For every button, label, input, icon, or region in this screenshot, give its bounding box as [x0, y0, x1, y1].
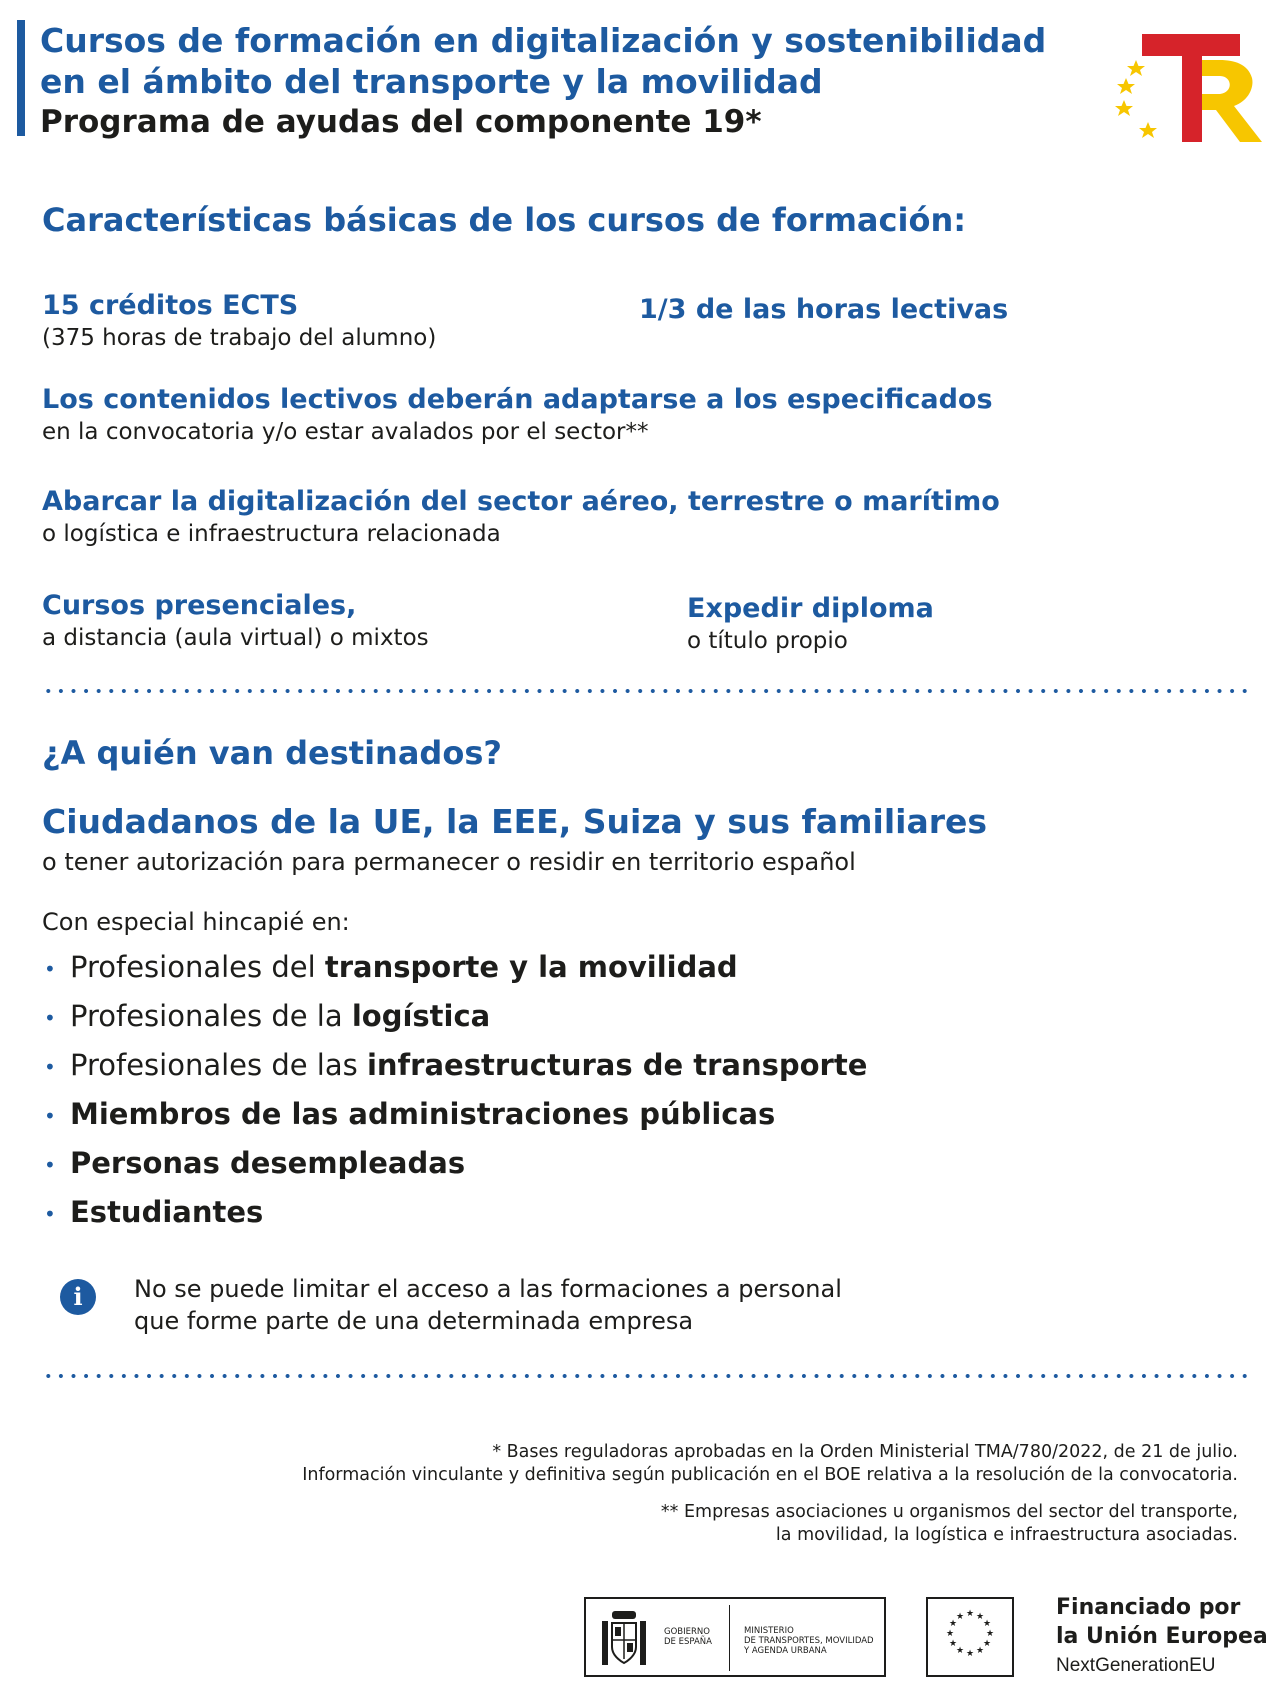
header-accent-bar — [17, 20, 25, 136]
svg-text:★: ★ — [985, 1629, 995, 1639]
hours-title: 1/3 de las horas lectivas — [639, 294, 1009, 325]
citizens-title: Ciudadanos de la UE, la EEE, Suiza y sus familiares — [42, 802, 988, 841]
item-bold-text: Miembros de las administraciones públicas — [70, 1097, 776, 1131]
bullet-icon: • — [44, 1054, 56, 1079]
svg-text:★: ★ — [948, 1639, 958, 1649]
page-subtitle: Programa de ayudas del componente 19* — [40, 104, 762, 140]
footnote-2-line-2: la movilidad, la logística e infraestructura asociadas. — [775, 1525, 1238, 1545]
eu-line-2: la Unión Europea — [1056, 1624, 1268, 1649]
svg-text:★: ★ — [975, 1646, 985, 1656]
gov-line-2: DE ESPAÑA — [664, 1637, 712, 1647]
ministry-line-2: DE TRANSPORTES, MOVILIDAD — [744, 1636, 874, 1646]
footnote-2 — [661, 1501, 1238, 1547]
info-note — [134, 1273, 842, 1337]
list-item — [44, 1188, 867, 1237]
svg-text:★: ★ — [965, 1609, 975, 1619]
contents-block — [42, 383, 993, 447]
info-note-line-2: que forme parte de una determinada empresa — [134, 1307, 694, 1335]
list-item — [44, 1041, 867, 1090]
eu-funding-label — [1056, 1593, 1268, 1651]
diploma-title: Expedir diploma — [687, 593, 934, 624]
bullet-icon: • — [44, 1201, 56, 1226]
ministry-line-3: Y AGENDA URBANA — [744, 1646, 827, 1656]
ministry-text — [744, 1626, 874, 1656]
svg-text:★: ★ — [982, 1639, 992, 1649]
dotted-divider-bottom — [42, 1374, 1248, 1378]
item-bold-text: transporte y la movilidad — [324, 950, 738, 984]
svg-text:★: ★ — [965, 1649, 975, 1659]
info-icon: i — [60, 1279, 96, 1315]
svg-text:★: ★ — [982, 1619, 992, 1629]
footnote-1-line-2: Información vinculante y definitiva según publicación en el BOE relativa a la resolución de la convocatoria. — [302, 1465, 1238, 1485]
audience-heading: ¿A quién van destinados? — [42, 734, 502, 772]
item-text: Profesionales del — [70, 950, 325, 984]
gov-line-1: GOBIERNO — [664, 1627, 710, 1637]
mode-subtitle: a distancia (aula virtual) o mixtos — [42, 625, 429, 651]
eu-line-1: Financiado por — [1056, 1595, 1241, 1620]
contents-subtitle: en la convocatoria y/o estar avalados por el sector** — [42, 419, 649, 445]
item-text: Profesionales de las — [70, 1048, 367, 1082]
eu-flag — [926, 1597, 1014, 1677]
scope-subtitle: o logística e infraestructura relacionada — [42, 521, 501, 547]
list-item — [44, 1139, 867, 1188]
svg-text:★: ★ — [948, 1619, 958, 1629]
footnote-2-line-1: ** Empresas asociaciones u organismos del sector del transporte, — [660, 1502, 1238, 1522]
contents-title: Los contenidos lectivos deberán adaptarse a los especificados — [42, 384, 993, 415]
citizens-subtitle: o tener autorización para permanecer o residir en territorio español — [42, 848, 856, 876]
credits-title: 15 créditos ECTS — [42, 290, 299, 321]
tr-logo — [1112, 30, 1262, 146]
item-bold-text: Estudiantes — [70, 1195, 264, 1229]
page-title — [40, 20, 1046, 102]
diploma-block — [687, 592, 934, 656]
item-text: Profesionales de la — [70, 999, 352, 1033]
footnote-1 — [302, 1441, 1238, 1487]
svg-text:★: ★ — [955, 1612, 965, 1622]
title-line-2: en el ámbito del transporte y la movilidad — [40, 62, 823, 101]
list-item — [44, 943, 867, 992]
item-bold-text: Personas desempleadas — [70, 1146, 466, 1180]
next-generation-label: NextGenerationEU — [1056, 1655, 1216, 1676]
logo-stars — [1115, 60, 1157, 138]
bullet-icon: • — [44, 1152, 56, 1177]
list-item — [44, 1090, 867, 1139]
credits-block — [42, 289, 436, 353]
list-item — [44, 992, 867, 1041]
government-text — [664, 1627, 712, 1647]
bullet-icon: • — [44, 956, 56, 981]
svg-text:★: ★ — [975, 1612, 985, 1622]
emphasis-intro: Con especial hincapié en: — [42, 908, 350, 936]
bullet-icon: • — [44, 1103, 56, 1128]
coat-of-arms-icon — [598, 1607, 650, 1669]
mode-title: Cursos presenciales, — [42, 590, 357, 621]
logo-divider — [729, 1605, 730, 1671]
scope-block — [42, 485, 1000, 549]
title-line-1: Cursos de formación en digitalización y sostenibilidad — [40, 21, 1047, 60]
scope-title: Abarcar la digitalización del sector aéreo, terrestre o marítimo — [42, 486, 1000, 517]
logo-letter-t — [1142, 34, 1240, 142]
audience-list — [44, 943, 867, 1237]
footnote-1-line-1: * Bases reguladoras aprobadas en la Orden Ministerial TMA/780/2022, de 21 de julio. — [492, 1442, 1238, 1462]
info-note-line-1: No se puede limitar el acceso a las formaciones a personal — [134, 1275, 842, 1303]
dotted-divider — [42, 689, 1248, 693]
mode-block — [42, 589, 429, 653]
bullet-icon: • — [44, 1005, 56, 1030]
credits-subtitle: (375 horas de trabajo del alumno) — [42, 325, 437, 351]
government-logo — [584, 1597, 886, 1677]
item-bold-text: logística — [351, 999, 491, 1033]
diploma-subtitle: o título propio — [687, 628, 848, 654]
ministry-line-1: MINISTERIO — [744, 1626, 794, 1636]
svg-text:★: ★ — [955, 1646, 965, 1656]
svg-text:★: ★ — [945, 1629, 955, 1639]
characteristics-heading: Características básicas de los cursos de formación: — [42, 201, 967, 239]
item-bold-text: infraestructuras de transporte — [366, 1048, 868, 1082]
eu-stars-icon — [928, 1599, 1012, 1675]
